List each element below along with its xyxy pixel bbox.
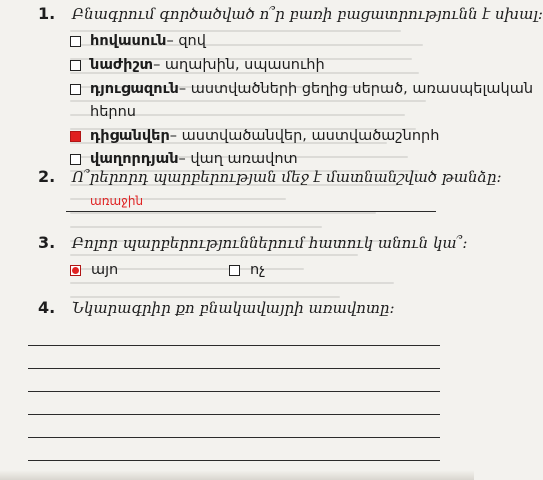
- choice-no-label: ոչ: [250, 262, 266, 278]
- option-definition: – վաղ առավոտ: [178, 151, 298, 167]
- question-2-number: 2.: [38, 167, 56, 186]
- option-definition: – աղախին, սպասուհի: [153, 57, 325, 73]
- option-definition-continuation: հերոս: [90, 104, 136, 120]
- checkbox[interactable]: [70, 60, 81, 71]
- option-definition: – աստվածանվեր, աստվածաշնորհ: [169, 128, 440, 144]
- question-1-option-2[interactable]: [70, 57, 325, 73]
- checkbox[interactable]: [70, 154, 81, 165]
- question-4-text: Նկարագրիր քո բնակավայրի առավոտը:: [72, 299, 395, 317]
- answer-line[interactable]: [66, 211, 436, 212]
- checkbox[interactable]: [70, 84, 81, 95]
- question-1-option-5[interactable]: [70, 151, 298, 167]
- answer-line[interactable]: [28, 460, 440, 461]
- question-1-number: 1.: [38, 4, 56, 23]
- option-definition: – զով: [166, 33, 206, 49]
- choice-no-box[interactable]: [229, 265, 240, 276]
- answer-line[interactable]: [28, 414, 440, 415]
- choice-yes-label: այո: [91, 262, 119, 278]
- choice-yes-box-checked[interactable]: [70, 265, 81, 276]
- handwritten-answer: առաջին: [90, 194, 144, 208]
- question-2-text: Ո՞րերորդ պարբերության մեջ է մատնանշված թանձը:: [72, 168, 502, 186]
- option-term: դյուցազուն: [90, 81, 179, 97]
- choice-yes[interactable]: [70, 262, 118, 278]
- question-1-text: Բնագրում գործածված ո՞ր բառի բացատրությունն է սխալ:: [72, 5, 543, 23]
- answer-line[interactable]: [28, 345, 440, 346]
- question-4-number: 4.: [38, 298, 56, 317]
- answer-line[interactable]: [28, 437, 440, 438]
- question-3-text: Բոլոր պարբերություններում հատուկ անուն կա՞:: [72, 234, 468, 252]
- checkbox[interactable]: [70, 36, 81, 47]
- option-term: հովասուն: [90, 33, 167, 49]
- page-bottom-edge: [0, 470, 474, 480]
- checkbox-checked[interactable]: [70, 131, 81, 142]
- option-term: դիցանվեր: [90, 128, 170, 144]
- option-definition: – աստվածների ցեղից սերած, առասպելական: [178, 81, 534, 97]
- option-term: վաղորդյան: [90, 151, 179, 167]
- answer-line[interactable]: [28, 391, 440, 392]
- question-1-option-4[interactable]: [70, 128, 439, 144]
- question-1-option-3[interactable]: [70, 81, 533, 97]
- answer-line[interactable]: [28, 368, 440, 369]
- question-3-number: 3.: [38, 233, 56, 252]
- choice-no[interactable]: [229, 262, 265, 278]
- option-term: նաժիշտ: [90, 57, 154, 73]
- question-1-option-1[interactable]: [70, 33, 206, 49]
